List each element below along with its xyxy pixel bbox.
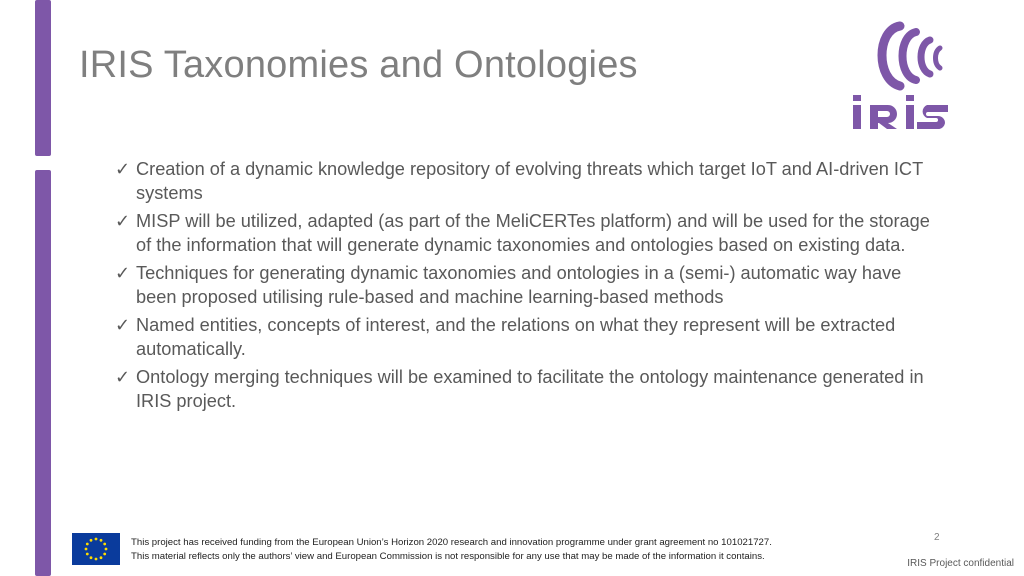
page-number: 2: [934, 532, 940, 543]
checkmark-icon: ✓: [115, 367, 131, 387]
iris-logo: [848, 18, 972, 134]
bullet-list: [115, 158, 935, 418]
bullet-item: ✓ MISP will be utilized, adapted (as part of the MeliCERTes platform) and will be used for the storage of the information that will generate dynamic taxonomies and ontologies based on existing data.: [115, 211, 930, 255]
checkmark-icon: ✓: [115, 315, 131, 335]
slide-title: IRIS Taxonomies and Ontologies: [79, 44, 638, 86]
funding-notice: [131, 536, 871, 564]
eu-flag-icon: [72, 533, 120, 565]
bullet-item: ✓ Ontology merging techniques will be examined to facilitate the ontology maintenance generated in IRIS project.: [115, 367, 924, 411]
confidential-label: IRIS Project confidential: [907, 558, 1014, 569]
funding-line-2: This material reflects only the authors’ view and European Commission is not responsible for any use that may be made of the information it contains.: [131, 551, 765, 562]
bullet-item: ✓ Techniques for generating dynamic taxonomies and ontologies in a (semi-) automatic way have been proposed utilising rule-based and machine learning-based methods: [115, 263, 902, 307]
bullet-item: ✓ Creation of a dynamic knowledge repository of evolving threats which target IoT and AI-driven ICT systems: [115, 159, 923, 203]
bullet-item: ✓ Named entities, concepts of interest, and the relations on what they represent will be extracted automatically.: [115, 315, 896, 359]
funding-line-1: This project has received funding from the European Union’s Horizon 2020 research and innovation programme under grant agreement no 101021727.: [131, 537, 772, 548]
checkmark-icon: ✓: [115, 159, 131, 179]
accent-bar-top: [35, 0, 51, 156]
accent-bar-bottom: [35, 170, 51, 576]
checkmark-icon: ✓: [115, 211, 131, 231]
checkmark-icon: ✓: [115, 263, 131, 283]
